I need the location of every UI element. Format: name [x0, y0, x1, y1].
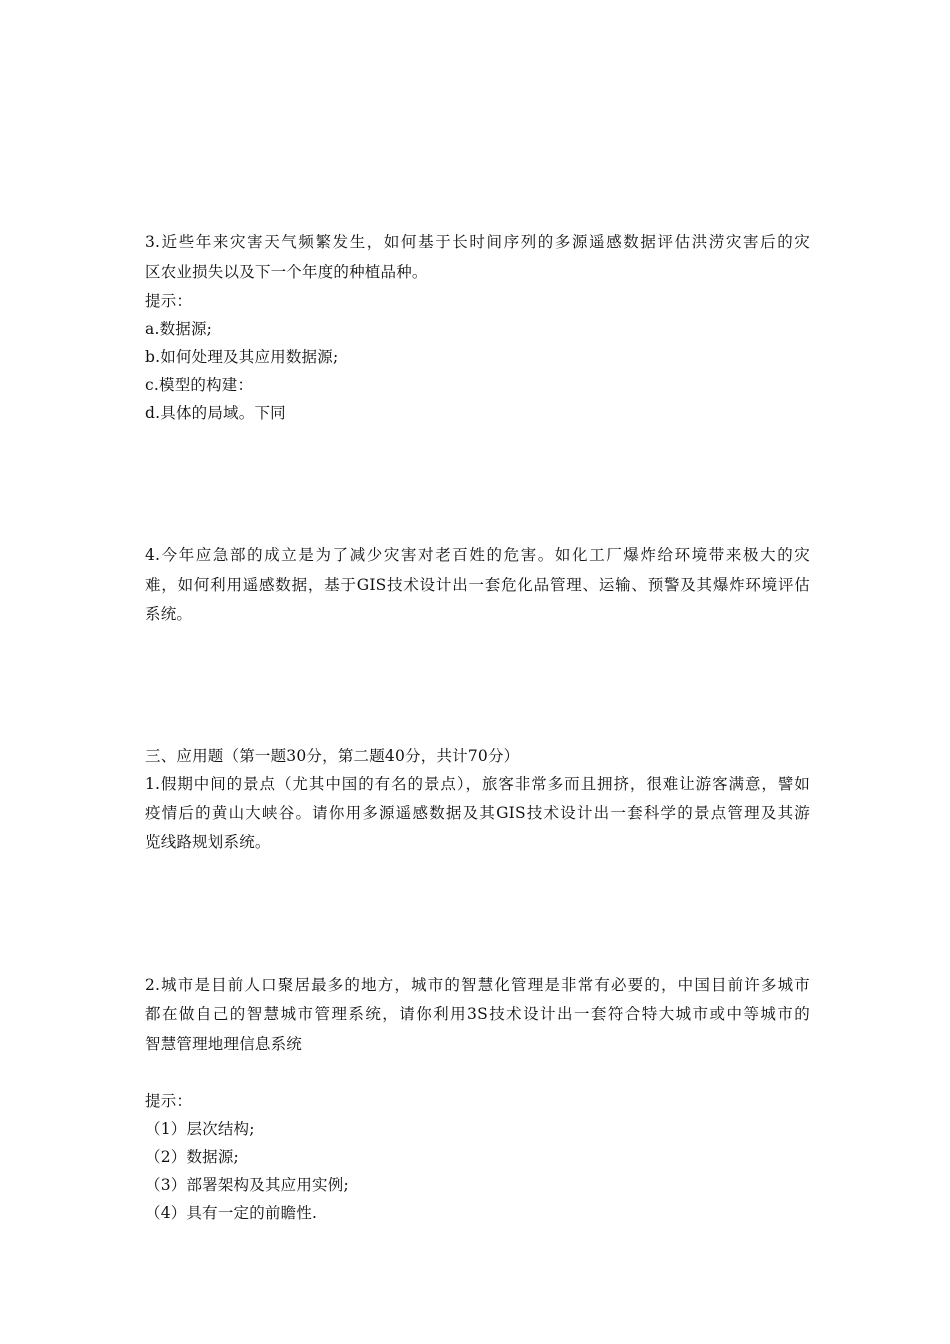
app2-hint-4: （4）具有一定的前瞻性.	[145, 1204, 318, 1222]
section-3-heading: 三、应用题（第一题30分，第二题40分，共计70分）	[145, 747, 520, 765]
q3-hint-d: d.具体的局域。下同	[145, 404, 286, 422]
app2-hint-2: （2）数据源;	[145, 1148, 239, 1166]
q4-text-line-1: 4.今年应急部的成立是为了减少灾害对老百姓的危害。如化工厂爆炸给环境带来极大的灾	[145, 546, 810, 564]
q3-text-line-1: 3.近些年来灾害天气频繁发生，如何基于长时间序列的多源遥感数据评估洪涝灾害后的灾	[145, 233, 810, 251]
q4-text-line-3: 系统。	[145, 605, 193, 623]
app2-text-line-3: 智慧管理地理信息系统	[145, 1035, 303, 1053]
app2-hint-title: 提示：	[145, 1092, 193, 1110]
app1-text-line-3: 览线路规划系统。	[145, 833, 271, 851]
q4-text-line-2: 难，如何利用遥感数据，基于GIS技术设计出一套危化品管理、运输、预警及其爆炸环境评估	[145, 576, 810, 594]
app2-hint-3: （3）部署架构及其应用实例;	[145, 1176, 349, 1194]
app2-text-line-2: 都在做自己的智慧城市管理系统，请你利用3S技术设计出一套符合特大城市或中等城市的	[145, 1005, 810, 1023]
q3-text-line-2: 区农业损失以及下一个年度的种植品种。	[145, 263, 428, 281]
q3-hint-title: 提示：	[145, 292, 193, 310]
app2-hint-1: （1）层次结构;	[145, 1120, 255, 1138]
app1-text-line-2: 疫情后的黄山大峡谷。请你用多源遥感数据及其GIS技术设计出一套科学的景点管理及其游	[145, 804, 810, 822]
q3-hint-b: b.如何处理及其应用数据源;	[145, 348, 339, 366]
app2-text-line-1: 2.城市是目前人口聚居最多的地方，城市的智慧化管理是非常有必要的，中国目前许多城市	[145, 976, 810, 994]
q3-hint-c: c.模型的构建：	[145, 376, 254, 394]
q3-hint-a: a.数据源;	[145, 320, 213, 338]
app1-text-line-1: 1.假期中间的景点（尤其中国的有名的景点），旅客非常多而且拥挤，很难让游客满意，譬如	[145, 775, 810, 793]
